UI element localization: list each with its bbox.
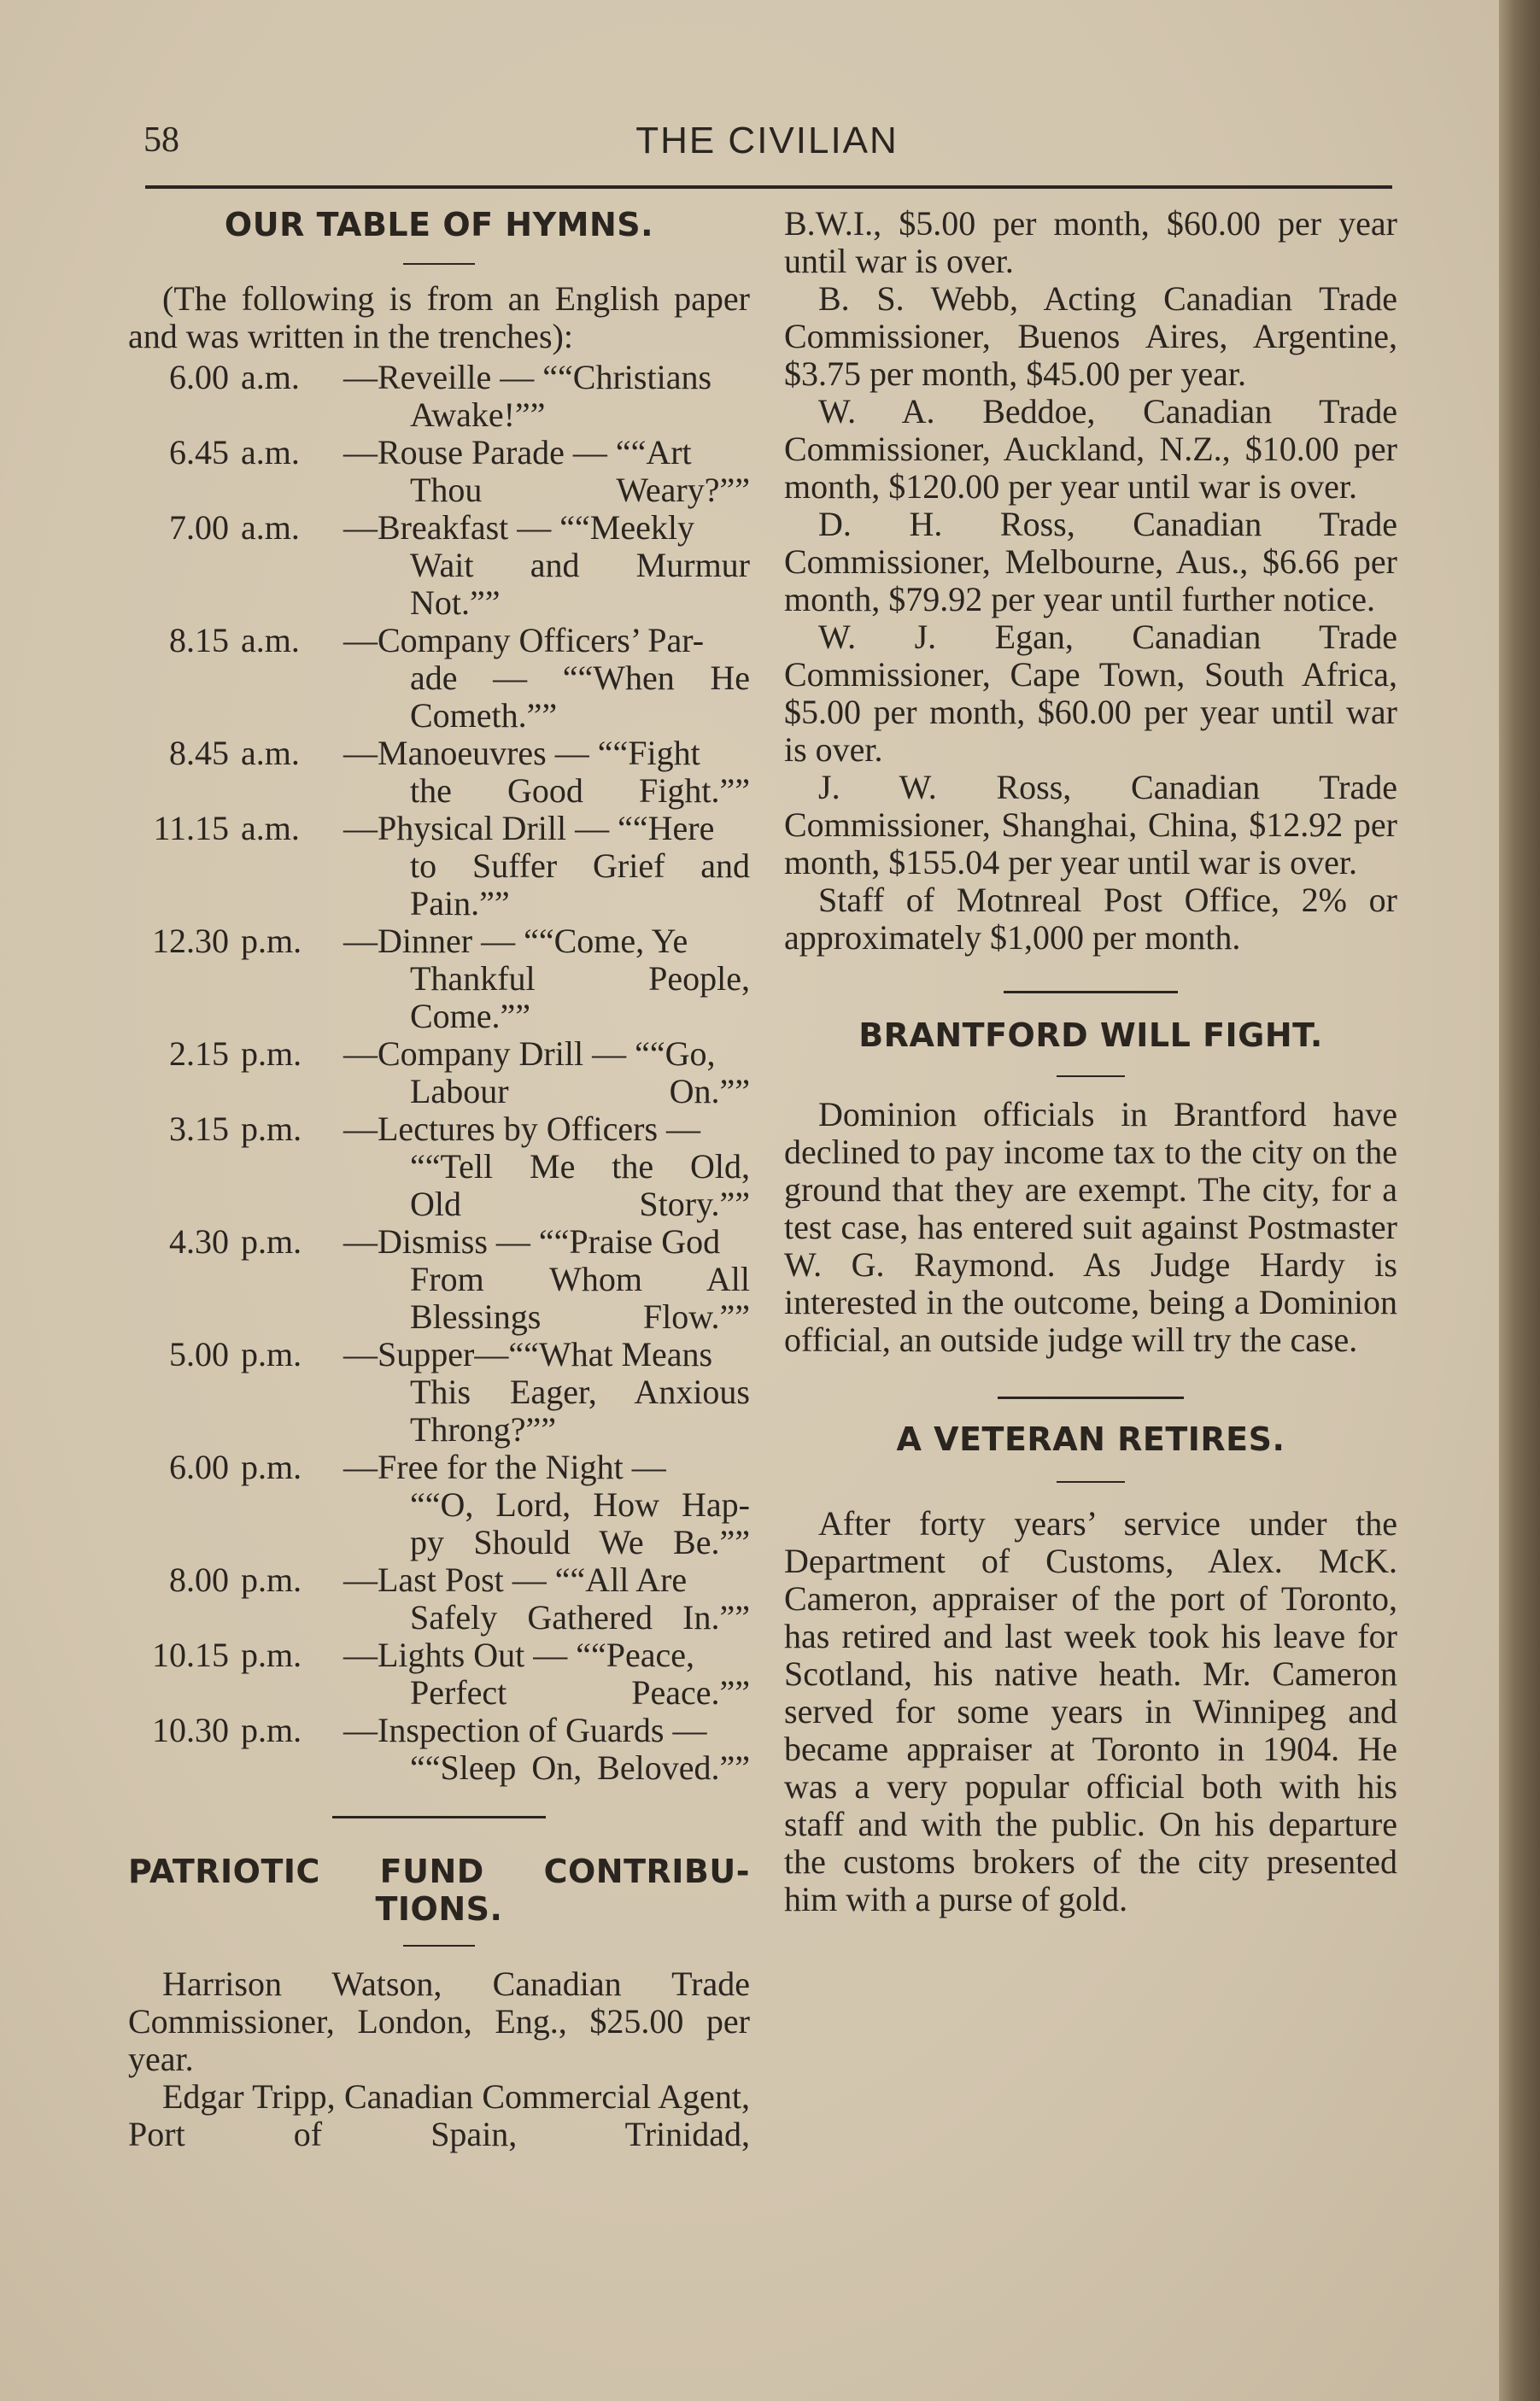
hymn-ampm: a.m. (241, 809, 300, 847)
brantford-heading: BRANTFORD WILL FIGHT. (858, 1016, 1323, 1054)
hymn-text (343, 922, 750, 1035)
hymn-line: —Reveille — ““Christians (343, 358, 712, 396)
section-rule-brantford (1004, 991, 1178, 993)
hymn-line: —Manoeuvres — ““Fight (343, 734, 700, 772)
binding-gutter (1499, 0, 1540, 2401)
hymn-text (343, 1336, 750, 1449)
hymn-text (343, 1449, 750, 1561)
hymns-heading: OUR TABLE OF HYMNS. (224, 206, 654, 243)
hymn-time: 3.15 (169, 1110, 229, 1148)
hymn-line: —Free for the Night — (343, 1448, 666, 1486)
patriotic-p1: Harrison Watson, Canadian Trade Commissioner, London, Eng., $25.00 per year. (128, 1965, 750, 2078)
hymn-time: 2.15 (169, 1034, 229, 1073)
hymn-line: Perfect Peace.”” (410, 1673, 750, 1712)
patriotic-heading-line1: PATRIOTIC FUND CONTRIBU- (128, 1853, 750, 1890)
hymn-ampm: p.m. (241, 1711, 302, 1749)
hymn-entry (128, 922, 750, 1035)
veteran-body: After forty years’ service under the Department of Customs, Alex. McK. Cameron, appraiser of the port of Toronto, has retired and last week took his leave for Scotland, his native heath. Mr. Cameron served for some years in Winnipeg and became appraiser at Toronto in 1904. He was a very popular official both with his staff and with the public. On his departure the customs brokers of the city presented him with a purse of gold. (784, 1504, 1397, 1918)
hymn-line: Blessings Flow.”” (410, 1297, 750, 1336)
hymn-line: This Eager, Anxious (410, 1373, 750, 1411)
hymn-line: Throng?”” (410, 1410, 557, 1449)
hymn-line: —Inspection of Guards — (343, 1711, 707, 1749)
hymn-line: —Supper—““What Means (343, 1335, 713, 1373)
hymn-entry (128, 509, 750, 622)
publication-title: THE CIVILIAN (635, 120, 899, 161)
page-number: 58 (143, 120, 179, 160)
patriotic-p8: Staff of Motnreal Post Office, 2% or approximately $1,000 per month. (784, 881, 1397, 957)
hymn-line: —Rouse Parade — ““Art (343, 433, 692, 471)
hymn-line: —Company Officers’ Par- (343, 621, 705, 659)
patriotic-p4: W. A. Beddoe, Canadian Trade Commissioner, Auckland, N.Z., $10.00 per month, $120.00 per year until war is over. (784, 392, 1397, 506)
hymn-line: Labour On.”” (410, 1072, 750, 1110)
hymn-line: —Last Post — ““All Are (343, 1561, 688, 1599)
hymn-text (343, 1712, 750, 1787)
hymn-entry (128, 810, 750, 922)
hymn-line: Thou Weary?”” (410, 471, 750, 509)
hymn-line: ade — ““When He (410, 659, 750, 697)
patriotic-p2: Edgar Tripp, Canadian Commercial Agent, Port of Spain, Trinidad, (128, 2077, 750, 2153)
patriotic-p3: B. S. Webb, Acting Canadian Trade Commissioner, Buenos Aires, Argentine, $3.75 per month, $45.00 per year. (784, 279, 1397, 393)
hymn-time: 8.00 (169, 1561, 229, 1599)
brantford-body: Dominion officials in Brantford have declined to pay income tax to the city on the ground that they are exempt. The city, for a test case, has entered suit against Postmaster W. G. Raymond. As Judge Hardy is interested in the outcome, being a Dominion official, an outside judge will try the case. (784, 1095, 1397, 1359)
left-column (128, 205, 750, 2153)
hymn-time: 6.00 (169, 1448, 229, 1486)
hymn-entry (128, 1637, 750, 1712)
patriotic-p5: D. H. Ross, Canadian Trade Commissioner, Melbourne, Aus., $6.66 per month, $79.92 per year until further notice. (784, 505, 1397, 618)
patriotic-heading-line2: TIONS. (375, 1890, 503, 1928)
patriotic-p7: J. W. Ross, Canadian Trade Commissioner, Shanghai, China, $12.92 per month, $155.04 per year until war is over. (784, 768, 1397, 881)
hymn-ampm: a.m. (241, 508, 300, 547)
hymn-entry (128, 622, 750, 735)
hymns-end-rule (332, 1816, 546, 1818)
hymn-time: 10.30 (152, 1711, 229, 1749)
running-header (143, 120, 1391, 171)
hymn-ampm: p.m. (241, 1561, 302, 1599)
hymn-line: the Good Fight.”” (410, 771, 750, 810)
hymn-time: 8.45 (169, 734, 229, 772)
hymn-entry (128, 1223, 750, 1336)
right-column (784, 205, 1397, 1918)
hymn-line: —Dismiss — ““Praise God (343, 1222, 721, 1261)
hymn-line: —Breakfast — ““Meekly (343, 508, 694, 547)
hymn-line: —Physical Drill — ““Here (343, 809, 715, 847)
hymn-entry (128, 1561, 750, 1637)
patriotic-p2-continued: B.W.I., $5.00 per month, $60.00 per year until war is over. (784, 204, 1397, 280)
hymn-entry (128, 434, 750, 509)
hymn-line: Not.”” (410, 583, 501, 622)
hymn-entry (128, 1110, 750, 1223)
hymn-line: —Lights Out — ““Peace, (343, 1636, 694, 1674)
hymns-intro: (The following is from an English paper and was written in the trenches): (128, 279, 750, 355)
patriotic-heading-rule (403, 1945, 475, 1947)
hymn-line: ““Sleep On, Beloved.”” (410, 1748, 750, 1787)
hymn-line: Safely Gathered In.”” (410, 1598, 750, 1637)
hymn-text (343, 1110, 750, 1223)
hymn-entry (128, 735, 750, 810)
hymn-ampm: p.m. (241, 1110, 302, 1148)
hymn-text (343, 434, 750, 509)
hymn-line: Wait and Murmur (410, 546, 750, 584)
hymn-entry (128, 1712, 750, 1787)
hymn-time: 4.30 (169, 1222, 229, 1261)
hymn-time: 6.00 (169, 358, 229, 396)
hymn-ampm: a.m. (241, 621, 300, 659)
hymn-time: 11.15 (153, 809, 229, 847)
hymn-text (343, 622, 750, 735)
hymn-line: Awake!”” (410, 395, 546, 434)
hymn-line: —Dinner — ““Come, Ye (343, 922, 688, 960)
hymn-ampm: p.m. (241, 1335, 302, 1373)
hymn-text (343, 1035, 750, 1110)
hymn-line: Come.”” (410, 997, 531, 1035)
hymn-ampm: p.m. (241, 1448, 302, 1486)
hymn-entry (128, 1336, 750, 1449)
hymn-list (128, 359, 750, 1787)
hymn-time: 12.30 (152, 922, 229, 960)
hymn-line: From Whom All (410, 1260, 750, 1298)
hymn-time: 7.00 (169, 508, 229, 547)
hymn-line: Old Story.”” (410, 1185, 750, 1223)
hymn-line: —Company Drill — ““Go, (343, 1034, 716, 1073)
hymn-ampm: p.m. (241, 1222, 302, 1261)
hymn-line: Thankful People, (410, 959, 750, 998)
hymn-entry (128, 1035, 750, 1110)
hymn-entry (128, 1449, 750, 1561)
hymn-line: ““O, Lord, How Hap- (410, 1485, 750, 1524)
hymn-line: py Should We Be.”” (410, 1523, 750, 1561)
hymn-time: 5.00 (169, 1335, 229, 1373)
hymn-text (343, 509, 750, 622)
hymn-ampm: p.m. (241, 1034, 302, 1073)
hymn-line: Cometh.”” (410, 696, 558, 735)
veteran-heading-rule (1057, 1481, 1125, 1483)
brantford-heading-rule (1057, 1075, 1125, 1077)
hymn-line: Pain.”” (410, 884, 510, 922)
hymn-time: 6.45 (169, 433, 229, 471)
hymn-line: —Lectures by Officers — (343, 1110, 701, 1148)
hymn-ampm: p.m. (241, 922, 302, 960)
patriotic-p6: W. J. Egan, Canadian Trade Commissioner, Cape Town, South Africa, $5.00 per month, $60.00 per year until war is over. (784, 618, 1397, 769)
hymn-ampm: a.m. (241, 433, 300, 471)
hymn-text (343, 1561, 750, 1637)
hymns-heading-rule (403, 263, 475, 265)
hymn-ampm: a.m. (241, 734, 300, 772)
hymn-text (343, 810, 750, 922)
hymn-text (343, 1637, 750, 1712)
hymn-ampm: a.m. (241, 358, 300, 396)
section-rule-veteran (998, 1397, 1184, 1399)
hymn-entry (128, 359, 750, 434)
hymn-time: 8.15 (169, 621, 229, 659)
hymn-text (343, 735, 750, 810)
hymn-text (343, 359, 750, 434)
hymn-text (343, 1223, 750, 1336)
header-rule (145, 185, 1392, 189)
hymn-ampm: p.m. (241, 1636, 302, 1674)
hymn-line: to Suffer Grief and (410, 846, 750, 885)
veteran-heading: A VETERAN RETIRES. (896, 1420, 1285, 1458)
hymn-time: 10.15 (152, 1636, 229, 1674)
hymn-line: ““Tell Me the Old, (410, 1147, 750, 1186)
patriotic-heading (128, 1853, 750, 1928)
